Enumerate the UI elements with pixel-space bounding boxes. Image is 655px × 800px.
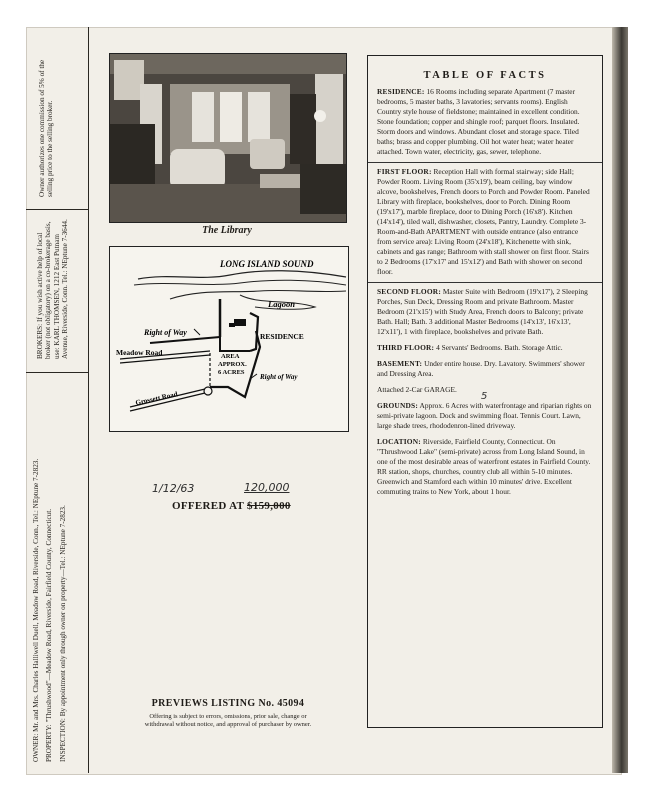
owner-property-inspection xyxy=(32,377,67,762)
location-map xyxy=(109,246,349,432)
handwritten-price: 120,000 xyxy=(244,481,290,494)
fact-second-floor: SECOND FLOOR: Master Suite with Bedroom (19'x17'), 2 Sleeping Porches, Sun Deck, Dressing Room and private Bathroom. Master Bedroom (21'x15') with Study Area, French doors to Balcony; private Bath. Hall; Bath. 3 additional Master Bedrooms (14'x13', 16'x13', 12'x11'), 1 with fireplace, bookshelves and private Bath. xyxy=(377,287,588,336)
map-label-residence: RESIDENCE xyxy=(260,332,304,341)
handwritten-acres-correction: 5 xyxy=(481,391,488,402)
inspection-line: INSPECTION: By appointment only through owner on property—Tel.: NEptune 7-2823. xyxy=(58,505,67,762)
fact-third-floor: THIRD FLOOR: 4 Servants' Bedrooms. Bath. Storage Attic. xyxy=(377,343,563,352)
fact-location: LOCATION: Riverside, Fairfield County, Connecticut. On "Thrushwood Lake" (semi-private) across from Long Island Sound, in one of the most desirable areas of waterfront estates in Fairfield County. RR station, shops, churches, country club all within 5-10 minutes. Greenwich and Stamford each within 10 minutes' drive. Excellent commuting trains to New York, about 1 hour. xyxy=(377,437,591,496)
divider xyxy=(368,282,602,283)
listing-block xyxy=(109,698,347,729)
facts-title: TABLE OF FACTS xyxy=(423,70,547,81)
map-label-grossett-road: Grossett Road xyxy=(134,390,179,407)
listing-number: PREVIEWS LISTING No. 45094 xyxy=(151,698,305,709)
fact-first-floor: FIRST FLOOR: Reception Hall with formal stairway; side Hall; Powder Room. Living Room (35'x19'), beam ceiling, bay window alcove, bookshelves, French doors to Porch and Powder Room. Paneled Library with fireplace, bookshelves, door to Porch. Dining Room (19'x17'), marble fireplace, door to Dining Porch (16'x8'). Kitchen (14'x14'), tiled wall, dishwasher, closets, Pantry, Laundry. Complete 3-Room-and-Bath APARTMENT with outside entrance (also entrance from service area): Living Room (24'x18'), Kitchenette with sink, cabinets and gas range; Bathroom with stall shower on first floor. Stairs to 2 Bedrooms (17'x17' and 15'x12') and Bath with shower on second floor. xyxy=(377,167,590,276)
offered-label: OFFERED AT xyxy=(172,500,244,512)
map-label-approx: APPROX. xyxy=(218,361,247,368)
map-label-meadow-road: Meadow Road xyxy=(116,348,163,357)
offered-price xyxy=(172,500,291,512)
listing-disclaimer: Offering is subject to errors, omissions, prior sale, change or withdrawal without notice, and approval of purchaser by owner. xyxy=(144,713,312,728)
library-photo xyxy=(109,53,347,223)
left-info-strip xyxy=(26,27,89,773)
photo-caption: The Library xyxy=(202,225,252,236)
fact-grounds: GROUNDS: Approx. 6 Acres with waterfrontage and riparian rights on semi-private lagoon. Dock and swimming float. Tennis Court. Lawn, large shade trees, rhododenron-lined driveway. 5 xyxy=(377,391,592,430)
original-price: $159,000 xyxy=(247,500,291,512)
page-edge xyxy=(612,27,628,773)
strip-divider xyxy=(26,209,88,210)
divider xyxy=(368,162,602,163)
map-label-acres: 6 ACRES xyxy=(218,369,245,376)
map-label-right-of-way: Right of Way xyxy=(144,328,187,337)
property-line: PROPERTY: "Thrushwood"—Meadow Road, Riverside, Fairfield County, Connecticut. xyxy=(45,508,54,762)
map-label-lagoon: Lagoon xyxy=(268,299,295,309)
brokers-note: BROKERS: If you wish active help of local broker (not obligatory) on a co-brokerage basis, use: KARL THOMSEN, 1212 East Putnam Avenue, Riverside, Conn. Tel.: NEptune 7-3644. xyxy=(36,219,70,359)
handwritten-date: 1/12/63 xyxy=(152,482,195,495)
map-label-right-of-way-2: Right of Way xyxy=(260,373,298,381)
owner-line: OWNER: Mr. and Mrs. Charles Halliwell Duell, Meadow Road, Riverside, Conn., Tel.: NEptune 7-2823. xyxy=(32,458,40,762)
map-label-area: AREA xyxy=(221,353,240,360)
map-label-sound: LONG ISLAND SOUND xyxy=(220,259,314,269)
fact-garage: Attached 2-Car GARAGE. xyxy=(377,385,457,394)
commission-note: Owner authorizes one commission of 5% of the selling price to the selling broker. xyxy=(38,59,55,197)
table-of-facts xyxy=(367,55,603,728)
fact-basement: BASEMENT: Under entire house. Dry. Lavatory. Swimmers' shower and Dressing Area. xyxy=(377,359,585,378)
strip-divider xyxy=(26,372,88,373)
fact-residence: RESIDENCE: 16 Rooms including separate Apartment (7 master bedrooms, 5 master baths, 3 lavatories; servants rooms). English Country style house of fieldstone; maintained in excellent condition. Stone foundation; copper and shingle roof; parquet floors. Insulated. Storm doors and windows. Abundant closet and storage space. Tiled baths; brass and copper plumbing. Oil hot water heat; water heater attached. Town water, electricity, gas, sewer, telephone. xyxy=(377,87,580,156)
